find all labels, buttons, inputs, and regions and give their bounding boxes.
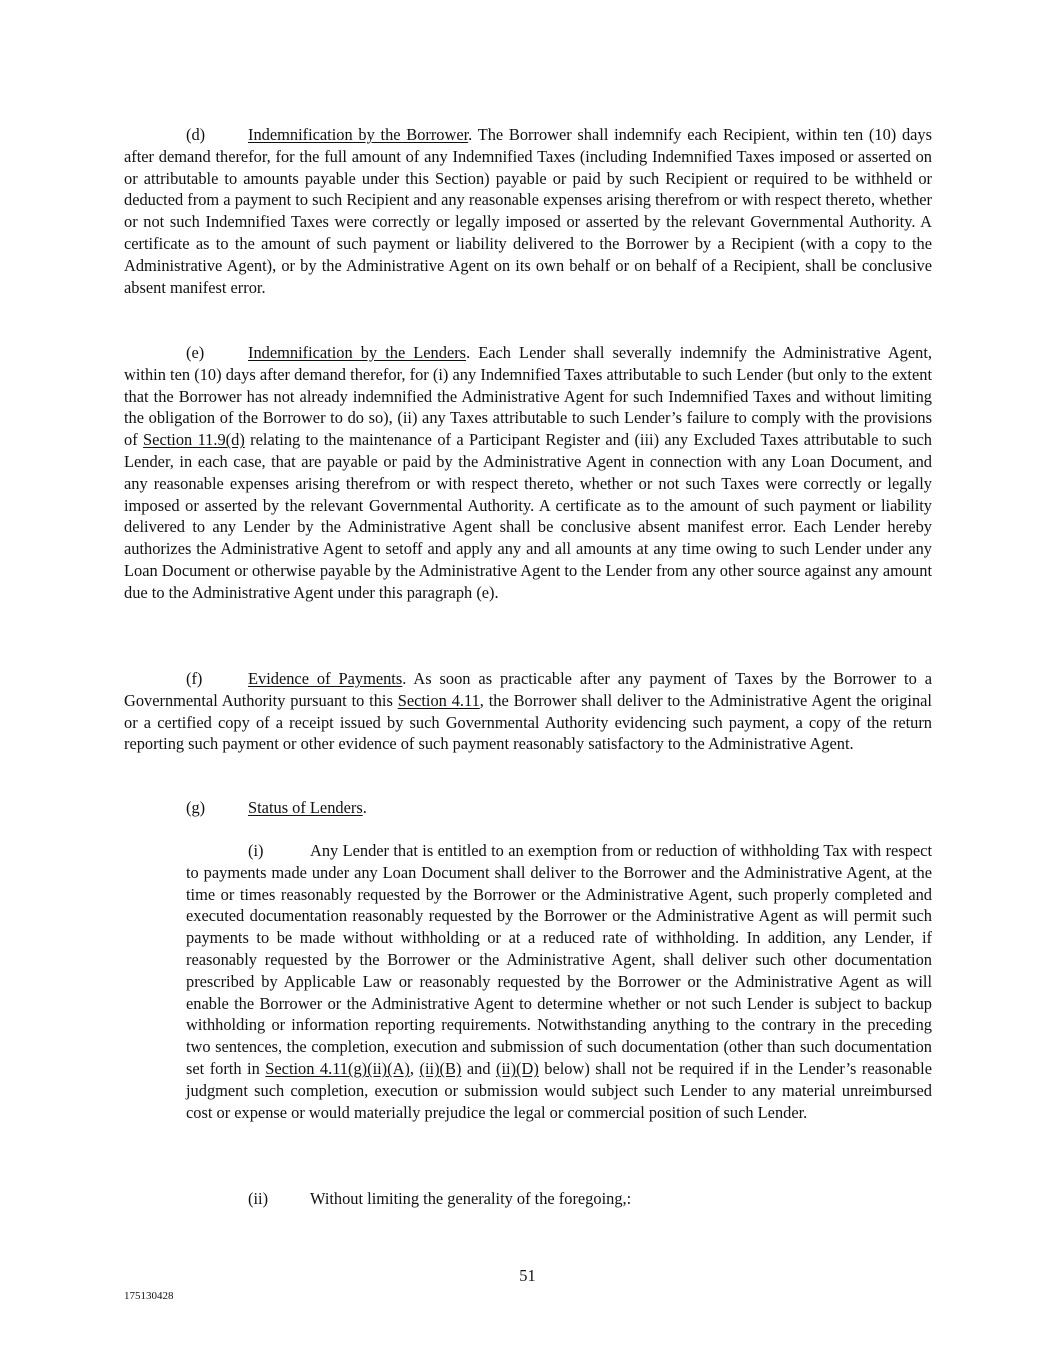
paragraph-d-marker: (d) [186,125,206,144]
ii-d-reference: (ii)(D) [496,1058,539,1078]
paragraph-d-heading: Indemnification by the Borrower [248,125,469,144]
paragraph-d [124,124,932,298]
section-4-11-reference: Section 4.11 [397,690,480,710]
paragraph-e-heading: Indemnification by the Lenders [248,343,467,362]
paragraph-g-marker: (g) [186,798,206,817]
paragraph-g [186,797,367,819]
ii-b-reference: (ii)(B) [419,1058,462,1078]
section-4-11-g-ii-a-reference: Section 4.11(g)(ii)(A) [265,1058,410,1078]
paragraph-g-i [186,840,932,1123]
paragraph-f-text-1: . As soon as practicable after any payment of Taxes by the Borrower to a Governmental Authority pursuant to this [124,669,932,710]
paragraph-g-i-separator-2: and [461,1058,497,1078]
paragraph-g-i-marker: (i) [248,841,264,860]
paragraph-e [124,342,932,604]
paragraph-g-heading: Status of Lenders [248,798,363,817]
paragraph-g-i-text-2: below) shall not be required if in the Lender’s reasonable judgment such completion, execution or submission would subject such Lender to any material unreimbursed cost or expense or would materially prejudice the legal or commercial position of such Lender. [186,1058,932,1122]
paragraph-e-marker: (e) [186,343,205,362]
paragraph-g-i-text-1: Any Lender that is entitled to an exemption from or reduction of withholding Tax with respect to payments made under any Loan Document shall deliver to the Borrower and the Administrative Agent, at the time or times reasonably requested by the Borrower or the Administrative Agent, such properly completed and executed documentation reasonably requested by the Borrower or the Administrative Agent as will permit such payments to be made without withholding or at a reduced rate of withholding. In addition, any Lender, if reasonably requested by the Borrower or the Administrative Agent, shall deliver such other documentation prescribed by Applicable Law or reasonably requested by the Borrower or the Administrative Agent as will enable the Borrower or the Administrative Agent to determine whether or not such Lender is subject to backup withholding or information reporting requirements. Notwithstanding anything to the contrary in the preceding two sentences, the completion, execution and submission of such documentation (other than such documentation set forth in [186,841,932,1078]
paragraph-g-trailing: . [362,798,367,817]
paragraph-e-text-1: . Each Lender shall severally indemnify the Administrative Agent, within ten (10) days after demand therefor, for (i) any Indemnified Taxes attributable to such Lender (but only to the extent that the Borrower has not already indemnified the Administrative Agent for such Indemnified Taxes and without limiting the obligation of the Borrower to do so), (ii) any Taxes attributable to such Lender’s failure to comply with the provisions of [124,343,933,450]
paragraph-g-ii-marker: (ii) [248,1189,269,1208]
paragraph-f-text-2: , the Borrower shall deliver to the Administrative Agent the original or a certified copy of a receipt issued by such Governmental Authority evidencing such payment, a copy of the return reporting such payment or other evidence of such payment reasonably satisfactory to the Administrative Agent. [124,690,932,754]
paragraph-f-heading: Evidence of Payments [248,669,403,688]
section-11-9-d-reference: Section 11.9(d) [143,430,245,450]
paragraph-f [124,668,932,755]
paragraph-f-marker: (f) [186,669,203,688]
paragraph-d-text: . The Borrower shall indemnify each Recipient, within ten (10) days after demand therefor, for the full amount of any Indemnified Taxes (including Indemnified Taxes imposed or asserted on or attributable to amounts payable under this Section) payable or paid by such Recipient or required to be withheld or deducted from a payment to such Recipient and any reasonable expenses arising therefrom or with respect thereto, whether or not such Indemnified Taxes were correctly or legally imposed or asserted by the relevant Governmental Authority. A certificate as to the amount of such payment or liability delivered to the Borrower by a Recipient (with a copy to the Administrative Agent), or by the Administrative Agent on its own behalf or on behalf of a Recipient, shall be conclusive absent manifest error. [124,125,932,297]
paragraph-g-ii-text: Without limiting the generality of the foregoing,: [310,1189,632,1208]
paragraph-g-ii [248,1188,631,1210]
paragraph-g-i-separator-1: , [409,1058,420,1078]
paragraph-e-text-2: relating to the maintenance of a Participant Register and (iii) any Excluded Taxes attributable to such Lender, in each case, that are payable or paid by the Administrative Agent in connection with any Loan Document, and any reasonable expenses arising therefrom or with respect thereto, whether or not such Taxes were correctly or legally imposed or asserted by the relevant Governmental Authority. A certificate as to the amount of such payment or liability delivered to any Lender by the Administrative Agent shall be conclusive absent manifest error. Each Lender hereby authorizes the Administrative Agent to setoff and apply any and all amounts at any time owing to such Lender under any Loan Document or otherwise payable by the Administrative Agent to the Lender from any other source against any amount due to the Administrative Agent under this paragraph (e). [124,430,932,602]
document-id: 175130428 [124,1290,174,1302]
page-number: 51 [519,1266,536,1285]
